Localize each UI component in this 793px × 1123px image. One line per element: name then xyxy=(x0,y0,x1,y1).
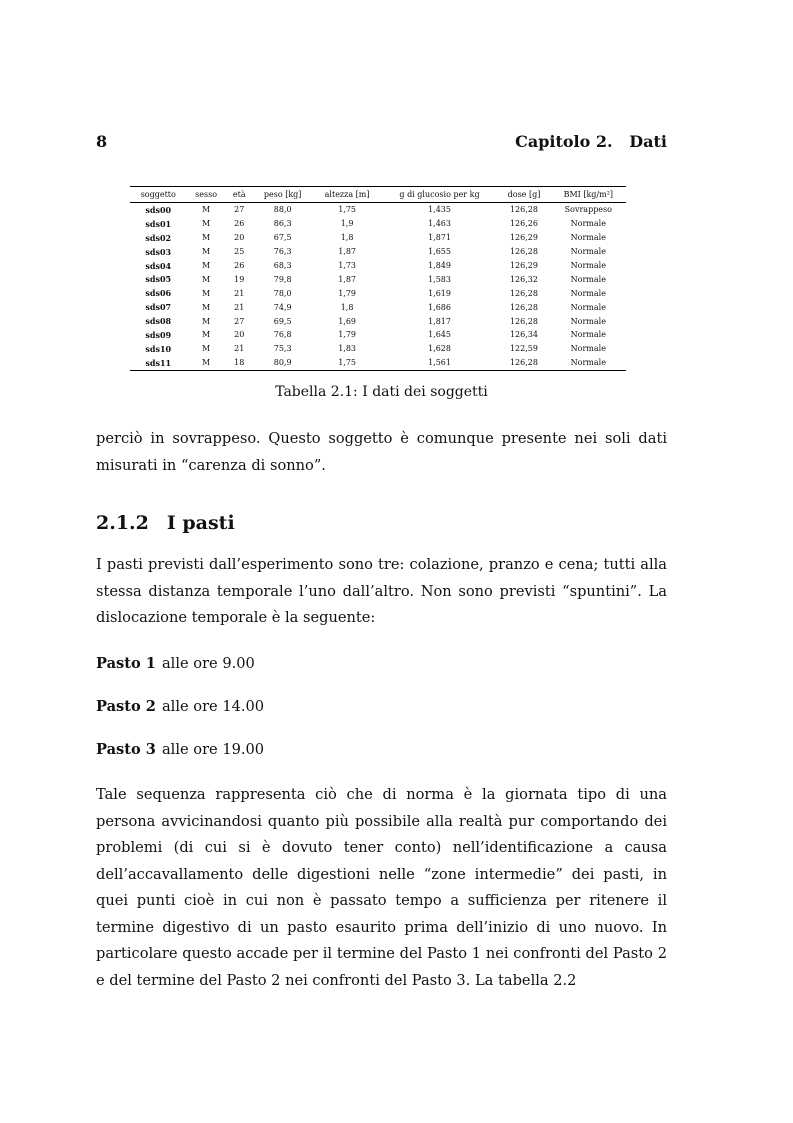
table-body xyxy=(130,203,626,371)
table-cell: Normale xyxy=(570,302,606,312)
table-cell: M xyxy=(202,344,211,354)
table-cell: 75,3 xyxy=(273,344,292,354)
table-cell: Normale xyxy=(570,233,606,243)
table-cell: 79,8 xyxy=(273,274,292,284)
subject-id-cell: sds11 xyxy=(145,357,172,368)
table-cell: Sovrappeso xyxy=(564,205,612,215)
table-cell: M xyxy=(202,233,211,243)
subject-id-cell: sds01 xyxy=(145,218,172,229)
table-cell: 1,9 xyxy=(340,219,354,229)
table-cell: 1,628 xyxy=(428,344,451,354)
table-cell: 1,817 xyxy=(428,316,451,326)
table-cell: 126,28 xyxy=(509,205,538,215)
subject-id-cell: sds10 xyxy=(145,343,172,354)
table-cell: 20 xyxy=(234,330,245,340)
table-cell: M xyxy=(202,205,211,215)
table-cell: Normale xyxy=(570,274,606,284)
table-cell: 126,28 xyxy=(509,316,538,326)
table-cell: 1,83 xyxy=(338,344,356,354)
table-cell: 26 xyxy=(234,261,245,270)
table-cell: 21 xyxy=(234,288,245,298)
table-cell: 1,79 xyxy=(338,288,356,298)
meal-label: Pasto 2 xyxy=(96,698,156,715)
meal-item xyxy=(96,655,255,672)
header-glucosio: g di glucosio per kg xyxy=(399,190,480,199)
table-row xyxy=(130,245,626,259)
table-cell: Normale xyxy=(570,316,606,326)
table-header-row xyxy=(130,187,626,203)
table-cell: 1,655 xyxy=(428,247,451,257)
table-row xyxy=(130,314,626,328)
table-cell: 26 xyxy=(234,219,245,229)
table-cell: 126,28 xyxy=(509,288,538,298)
table-cell: Normale xyxy=(570,358,606,368)
table-cell: 1,75 xyxy=(338,358,356,368)
section-title: I pasti xyxy=(166,512,235,534)
table-cell: 76,3 xyxy=(273,247,292,257)
meal-time: alle ore 14.00 xyxy=(161,698,265,715)
header-peso: peso [kg] xyxy=(263,190,302,199)
header-soggetto: soggetto xyxy=(140,190,176,199)
chapter-title: Capitolo 2. Dati xyxy=(515,132,667,151)
meal-time: alle ore 9.00 xyxy=(161,655,255,672)
table-cell: 27 xyxy=(234,316,245,326)
table-cell: 1,79 xyxy=(338,330,356,340)
table-cell: Normale xyxy=(570,288,606,298)
meal-item xyxy=(96,741,264,758)
table-cell: 18 xyxy=(234,358,245,368)
table-cell: 86,3 xyxy=(273,219,292,229)
table-cell: 1,686 xyxy=(428,302,451,312)
table-cell: 126,29 xyxy=(509,233,538,243)
table-row xyxy=(130,203,626,217)
table-cell: 126,32 xyxy=(509,274,538,284)
table-row xyxy=(130,342,626,356)
table-cell: 25 xyxy=(234,247,245,257)
table-row xyxy=(130,328,626,342)
header-altezza: altezza [m] xyxy=(324,190,370,199)
table-caption: Tabella 2.1: I dati dei soggetti xyxy=(275,384,488,400)
table-cell: M xyxy=(202,330,211,340)
table-cell: Normale xyxy=(570,261,606,270)
subject-id-cell: sds06 xyxy=(145,288,172,299)
table-cell: M xyxy=(202,288,211,298)
table-cell: 1,619 xyxy=(428,288,451,298)
table-cell: 88,0 xyxy=(273,205,292,215)
table-cell: 1,435 xyxy=(428,205,451,215)
table-cell: 69,5 xyxy=(273,316,292,326)
table-cell: 1,849 xyxy=(428,261,451,270)
table-cell: 126,26 xyxy=(509,219,538,229)
table-cell: 21 xyxy=(234,344,245,354)
table-cell: 1,87 xyxy=(338,274,356,284)
paragraph-2: I pasti previsti dall’esperimento sono tre: colazione, pranzo e cena; tutti alla stessa distanza temporale l’uno dall’altro. Non sono previsti “spuntini”. La dislocazione temporale è la seguente: xyxy=(96,556,667,626)
table-cell: 78,0 xyxy=(273,288,292,298)
table-cell: M xyxy=(202,261,211,270)
table-row xyxy=(130,300,626,314)
table-cell: 68,3 xyxy=(273,261,292,270)
header-bmi: BMI [kg/m²] xyxy=(563,190,614,199)
table-cell: Normale xyxy=(570,247,606,257)
running-head xyxy=(96,132,667,156)
table-cell: M xyxy=(202,316,211,326)
table-row xyxy=(130,231,626,245)
table-cell: 74,9 xyxy=(273,302,292,312)
table-cell: 1,69 xyxy=(338,316,356,326)
table-cell: 1,583 xyxy=(428,274,451,284)
subject-id-cell: sds08 xyxy=(145,316,172,327)
table-cell: M xyxy=(202,302,211,312)
table-row xyxy=(130,217,626,231)
page-number: 8 xyxy=(96,132,108,151)
meal-label: Pasto 3 xyxy=(96,741,156,758)
table-cell: 126,29 xyxy=(509,261,538,270)
table-cell: M xyxy=(202,219,211,229)
paragraph-3: Tale sequenza rappresenta ciò che di norma è la giornata tipo di una persona avvicinandosi quanto più possibile alla realtà pur comportando dei problemi (di cui si è dovuto tener conto) nell’identificazione a causa dell’accavallamento delle digestioni nelle “zone intermedie” dei pasti, in quei punti cioè in cui non è passato tempo a sufficienza per ritenere il termine digestivo di un pasto esaurito prima dell’inizio di uno nuovo. In particolare questo accade per il termine del Pasto 1 nei confronti del Pasto 2 e del termine del Pasto 2 nei confronti del Pasto 3. La tabella 2.2 xyxy=(96,786,667,989)
subject-id-cell: sds03 xyxy=(145,246,172,257)
header-sesso: sesso xyxy=(195,190,218,199)
table-row xyxy=(130,356,626,370)
table-cell: M xyxy=(202,358,211,368)
table-cell: 1,463 xyxy=(428,219,451,229)
table-cell: 126,34 xyxy=(509,330,538,340)
table-cell: M xyxy=(202,247,211,257)
table-row xyxy=(130,286,626,300)
table-cell: 1,8 xyxy=(340,233,354,243)
subject-id-cell: sds00 xyxy=(145,204,172,215)
table-row xyxy=(130,259,626,273)
meal-label: Pasto 1 xyxy=(96,655,156,672)
section-number: 2.1.2 xyxy=(96,512,149,534)
meal-item xyxy=(96,698,264,715)
table-cell: 122,59 xyxy=(509,344,538,354)
subject-id-cell: sds04 xyxy=(145,260,172,271)
subject-id-cell: sds02 xyxy=(145,232,172,243)
table-cell: 27 xyxy=(234,205,245,215)
paragraph-1: perciò in sovrappeso. Questo soggetto è comunque presente nei soli dati misurati in “carenza di sonno”. xyxy=(96,430,667,474)
table-cell: 126,28 xyxy=(509,358,538,368)
table-row xyxy=(130,272,626,286)
subject-id-cell: sds09 xyxy=(145,329,172,340)
table-cell: 1,8 xyxy=(340,302,354,312)
table-cell: 20 xyxy=(234,233,245,243)
table-cell: Normale xyxy=(570,344,606,354)
table-cell: Normale xyxy=(570,219,606,229)
subject-id-cell: sds05 xyxy=(145,274,172,285)
table-cell: 67,5 xyxy=(273,233,292,243)
table-cell: M xyxy=(202,274,211,284)
subjects-table xyxy=(130,186,626,371)
table-cell: 80,9 xyxy=(273,358,292,368)
table-cell: 1,87 xyxy=(338,247,356,257)
table-cell: 1,871 xyxy=(428,233,451,243)
table-cell: 126,28 xyxy=(509,302,538,312)
meal-time: alle ore 19.00 xyxy=(161,741,265,758)
subjects-table-wrap xyxy=(130,186,626,371)
table-cell: 1,645 xyxy=(428,330,451,340)
header-dose: dose [g] xyxy=(507,190,541,199)
table-cell: Normale xyxy=(570,330,606,340)
table-cell: 19 xyxy=(234,274,245,284)
subject-id-cell: sds07 xyxy=(145,302,172,313)
table-cell: 76,8 xyxy=(273,330,292,340)
table-cell: 21 xyxy=(234,302,245,312)
table-cell: 1,75 xyxy=(338,205,356,215)
section-heading xyxy=(96,512,667,534)
table-cell: 1,73 xyxy=(338,261,356,270)
header-eta: età xyxy=(232,190,246,199)
table-cell: 1,561 xyxy=(428,358,451,368)
table-cell: 126,28 xyxy=(509,247,538,257)
